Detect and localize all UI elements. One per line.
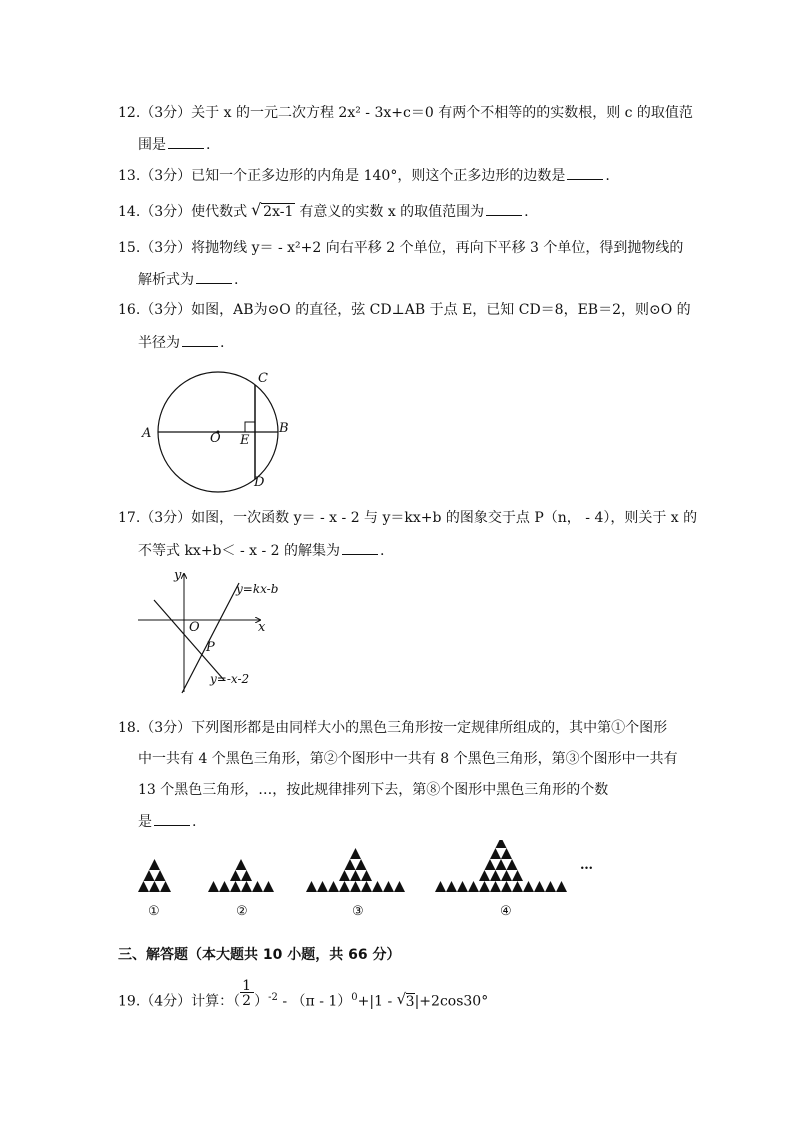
q17-line2-text: 不等式 kx+b＜ - x - 2 的解集为 — [138, 543, 341, 559]
black-triangle — [446, 881, 457, 892]
black-triangle — [435, 881, 446, 892]
label-point-p: P — [206, 640, 215, 655]
black-triangle — [383, 881, 394, 892]
label-o: O — [210, 431, 221, 446]
black-triangle — [317, 881, 328, 892]
black-triangle — [485, 859, 496, 870]
black-triangle — [144, 870, 155, 881]
label-y-axis: y — [174, 568, 182, 583]
black-triangle — [479, 870, 490, 881]
black-triangle — [523, 881, 534, 892]
figure-label-4: ④ — [500, 904, 512, 919]
q14-sqrt — [251, 202, 295, 222]
black-triangle — [236, 859, 247, 870]
q19-exp1: -2 — [268, 992, 278, 1003]
circle-diagram — [138, 365, 298, 495]
black-triangle — [230, 881, 241, 892]
black-triangle — [496, 840, 507, 848]
label-b: B — [279, 421, 289, 436]
q16-line2-text: 半径为 — [138, 335, 180, 351]
black-triangle — [372, 881, 383, 892]
label-d: D — [254, 475, 265, 490]
q12-answer-blank — [168, 134, 204, 149]
black-triangle — [350, 870, 361, 881]
q19-fraction-den: 2 — [242, 992, 252, 1009]
black-triangle — [350, 881, 361, 892]
black-triangle — [394, 881, 405, 892]
black-triangle — [501, 848, 512, 859]
black-triangle — [339, 881, 350, 892]
black-triangle — [490, 848, 501, 859]
black-triangle — [490, 881, 501, 892]
label-origin: O — [189, 620, 200, 635]
black-triangle — [361, 870, 372, 881]
figure-label-1: ① — [148, 904, 160, 919]
black-triangle — [149, 881, 160, 892]
black-triangle — [219, 881, 230, 892]
q18-triangle-figures — [130, 840, 610, 930]
q19-line1 — [118, 977, 489, 1012]
q14-prefix: 14.（3分）使代数式 — [118, 204, 248, 220]
q18-line1: 18.（3分）下列图形都是由同样大小的黑色三角形按一定规律所组成的，其中第①个图形 — [118, 720, 668, 736]
section3-title: 三、解答题（本大题共 10 小题，共 66 分） — [118, 947, 401, 963]
black-triangle — [501, 870, 512, 881]
black-triangle — [479, 881, 490, 892]
label-line-kxb: y=kx-b — [236, 582, 279, 596]
q16-answer-blank — [182, 332, 218, 347]
q15-line2: 解析式为 . — [138, 269, 238, 290]
black-triangle — [328, 881, 339, 892]
q18-line4-text: 是 — [138, 814, 152, 830]
black-triangle — [545, 881, 556, 892]
q19-exp2: 0 — [351, 992, 358, 1003]
black-triangle — [507, 859, 518, 870]
q14-answer-blank — [486, 201, 522, 216]
black-triangle — [512, 870, 523, 881]
black-triangle — [556, 881, 567, 892]
black-triangle — [468, 881, 479, 892]
q19-prefix: 19.（4分）计算：（ — [118, 993, 241, 1010]
q15-answer-blank — [196, 269, 232, 284]
figure-ellipsis: … — [580, 858, 593, 873]
q12-line1: 12.（3分）关于 x 的一元二次方程 2x² - 3x+c＝0 有两个不相等的的实数根，则 c 的取值范 — [118, 105, 693, 121]
q19-sqrt — [396, 989, 415, 1012]
q16-circle-figure — [138, 365, 298, 495]
black-triangle — [345, 859, 356, 870]
black-triangle — [149, 859, 160, 870]
q12-line2-text: 围是 — [138, 137, 166, 153]
triangle-patterns — [130, 840, 610, 900]
black-triangle — [534, 881, 545, 892]
label-a: A — [142, 426, 152, 441]
q16-line2: 半径为 . — [138, 332, 224, 353]
sqrt-symbol-icon: √ — [251, 200, 262, 219]
q19-radicand: 3 — [405, 993, 415, 1010]
q19-fraction-num: 1 — [242, 977, 252, 994]
black-triangle — [496, 859, 507, 870]
q19-fraction — [240, 977, 254, 1012]
q17-answer-blank — [342, 540, 378, 555]
black-triangle — [339, 870, 350, 881]
figure-label-2: ② — [236, 904, 248, 919]
label-x-axis: x — [258, 620, 266, 635]
black-triangle — [350, 848, 361, 859]
q15-line1: 15.（3分）将抛物线 y＝ - x²+2 向右平移 2 个单位，再向下平移 3 个单位，得到抛物线的 — [118, 240, 684, 256]
black-triangle — [512, 881, 523, 892]
q18-line4: 是 . — [138, 811, 196, 832]
q12-line2: 围是 . — [138, 134, 210, 155]
q19-part4: +|1 - — [357, 993, 397, 1010]
q19-part5: |+2cos30° — [414, 993, 489, 1010]
q13-line1: 13.（3分）已知一个正多边形的内角是 140°，则这个正多边形的边数是 . — [118, 165, 610, 186]
label-line-neg-x-2: y=-x-2 — [210, 672, 250, 686]
black-triangle — [241, 881, 252, 892]
label-e: E — [240, 433, 250, 448]
label-c: C — [258, 371, 268, 386]
q17-line2: 不等式 kx+b＜ - x - 2 的解集为 . — [138, 540, 385, 561]
black-triangle — [138, 881, 149, 892]
q18-line2: 中一共有 4 个黑色三角形，第②个图形中一共有 8 个黑色三角形，第③个图形中一共有 — [138, 751, 678, 767]
black-triangle — [252, 881, 263, 892]
black-triangle — [306, 881, 317, 892]
q13-answer-blank — [567, 165, 603, 180]
q13-text: 13.（3分）已知一个正多边形的内角是 140°，则这个正多边形的边数是 — [118, 168, 566, 184]
black-triangle — [457, 881, 468, 892]
q18-line3: 13 个黑色三角形，…，按此规律排列下去，第⑧个图形中黑色三角形的个数 — [138, 782, 609, 798]
black-triangle — [263, 881, 274, 892]
q14-radicand: 2x-1 — [263, 204, 294, 220]
black-triangle — [361, 881, 372, 892]
figure-label-3: ③ — [352, 904, 364, 919]
right-angle-mark — [245, 422, 255, 432]
q17-line1: 17.（3分）如图，一次函数 y＝ - x - 2 与 y＝kx+b 的图象交于点 P（n， - 4），则关于 x 的 — [118, 510, 698, 526]
black-triangle — [155, 870, 166, 881]
black-triangle — [356, 859, 367, 870]
q14-suffix: 有意义的实数 x 的取值范围为 — [299, 204, 485, 220]
black-triangle — [490, 870, 501, 881]
q16-line1: 16.（3分）如图，AB为⊙O 的直径，弦 CD⊥AB 于点 E，已知 CD＝8，EB＝2，则⊙O 的 — [118, 302, 691, 318]
black-triangle — [208, 881, 219, 892]
q14-line1: 14.（3分）使代数式 √ 2x-1 有意义的实数 x 的取值范围为 . — [118, 200, 529, 220]
black-triangle — [160, 881, 171, 892]
sqrt-symbol-icon: √ — [396, 989, 407, 1008]
q18-answer-blank — [154, 811, 190, 826]
black-triangle — [230, 870, 241, 881]
black-triangle — [241, 870, 252, 881]
q15-line2-text: 解析式为 — [138, 272, 194, 288]
q17-graph-figure — [136, 568, 286, 698]
q19-part3: - （π - 1） — [277, 993, 352, 1010]
q19-part2: ） — [254, 993, 269, 1010]
black-triangle — [501, 881, 512, 892]
